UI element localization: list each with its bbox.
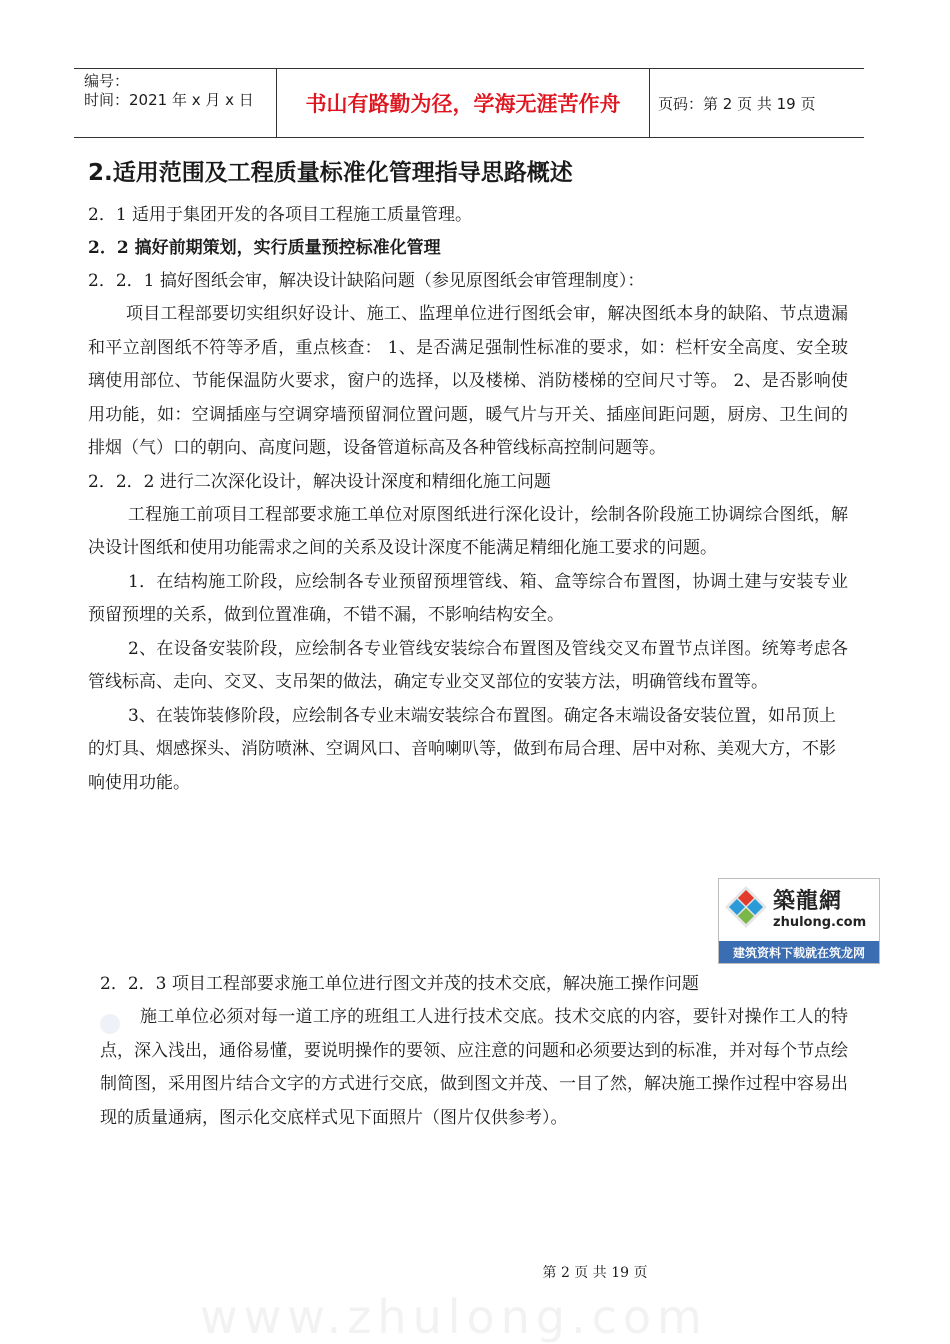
paragraph-structure-stage: 1．在结构施工阶段，应绘制各专业预留预埋管线、箱、盒等综合布置图，协调土建与安装专业预留预埋的关系，做到位置准确，不错不漏，不影响结构安全。	[88, 571, 848, 625]
header-motto-cell	[276, 69, 650, 137]
logo-url: zhulong.com	[773, 915, 867, 930]
logo-name: 築龍網	[773, 889, 843, 914]
paragraph-equipment-stage: 2、在设备安装阶段，应绘制各专业管线安装综合布置图及管线交叉布置节点详图。统筹考虑各管线标高、走向、交叉、支吊架的做法，确定专业交叉部位的安装方法，明确管线布置等。	[88, 638, 848, 692]
watermark: www.zhulong.com	[200, 1290, 708, 1344]
paragraph-deepening-design: 工程施工前项目工程部要求施工单位对原图纸进行深化设计，绘制各阶段施工协调综合图纸，解决设计图纸和使用功能需求之间的关系及设计深度不能满足精细化施工要求的问题。	[88, 504, 848, 558]
number-label: 编号：	[84, 72, 130, 90]
header-page-cell	[650, 69, 864, 137]
header-meta	[74, 69, 276, 137]
page-label: 页码：第 2 页 共 19 页	[658, 94, 816, 113]
motto-text: 书山有路勤为径，学海无涯苦作舟	[305, 92, 621, 116]
zhulong-logo-icon	[723, 884, 769, 930]
main-content	[88, 154, 848, 800]
subsection-2-2: 2．2 搞好前期策划，实行质量预控标准化管理	[88, 238, 441, 258]
paragraph-technical-briefing: 施工单位必须对每一道工序的班组工人进行技术交底。技术交底的内容，要针对操作工人的特点，深入浅出，通俗易懂，要说明操作的要领、应注意的问题和必须要达到的标准，并对每个节点绘制简图，采用图片结合文字的方式进行交底，做到图文并茂、一目了然，解决施工操作过程中容易出现的质量通病，图示化交底样式见下面照片（图片仅供参考）。	[100, 1007, 848, 1128]
zhulong-logo	[718, 878, 880, 964]
paragraph-decoration-stage: 3、在装饰装修阶段，应绘制各专业末端安装综合布置图。确定各末端设备安装位置，如吊顶上的灯具、烟感探头、消防喷淋、空调风口、音响喇叭等，做到布局合理、居中对称、美观大方，不影响使用功能。	[88, 705, 836, 793]
time-label: 时间：2021 年 x 月 x 日	[84, 91, 254, 109]
section-title: 2.适用范围及工程质量标准化管理指导思路概述	[88, 160, 573, 186]
logo-tagline: 建筑资料下载就在筑龙网	[719, 941, 879, 963]
page-header	[74, 68, 864, 138]
subsection-2-2-2: 2．2．2 进行二次深化设计，解决设计深度和精细化施工问题	[88, 471, 551, 492]
main-content-continued	[100, 968, 848, 1135]
page-footer: 第 2 页 共 19 页	[542, 1265, 648, 1281]
paragraph-drawing-review: 项目工程部要切实组织好设计、施工、监理单位进行图纸会审，解决图纸本身的缺陷、节点遗漏和平立剖图纸不符等矛盾，重点核查： 1、是否满足强制性标准的要求，如：栏杆安全高度、安全玻璃使用部位、节能保温防火要求，窗户的选择，以及楼梯、消防楼梯的空间尺寸等。 2、是否影响使用功能，如：空调插座与空调穿墙预留洞位置问题，暖气片与开关、插座间距问题，厨房、卫生间的排烟（气）口的朝向、高度问题，设备管道标高及各种管线标高控制问题等。	[88, 304, 848, 458]
subsection-2-2-3: 2．2．3 项目工程部要求施工单位进行图文并茂的技术交底，解决施工操作问题	[100, 974, 699, 994]
subsection-2-1: 2．1 适用于集团开发的各项目工程施工质量管理。	[88, 205, 473, 225]
subsection-2-2-1: 2．2．1 搞好图纸会审，解决设计缺陷问题（参见原图纸会审管理制度）：	[88, 271, 645, 291]
